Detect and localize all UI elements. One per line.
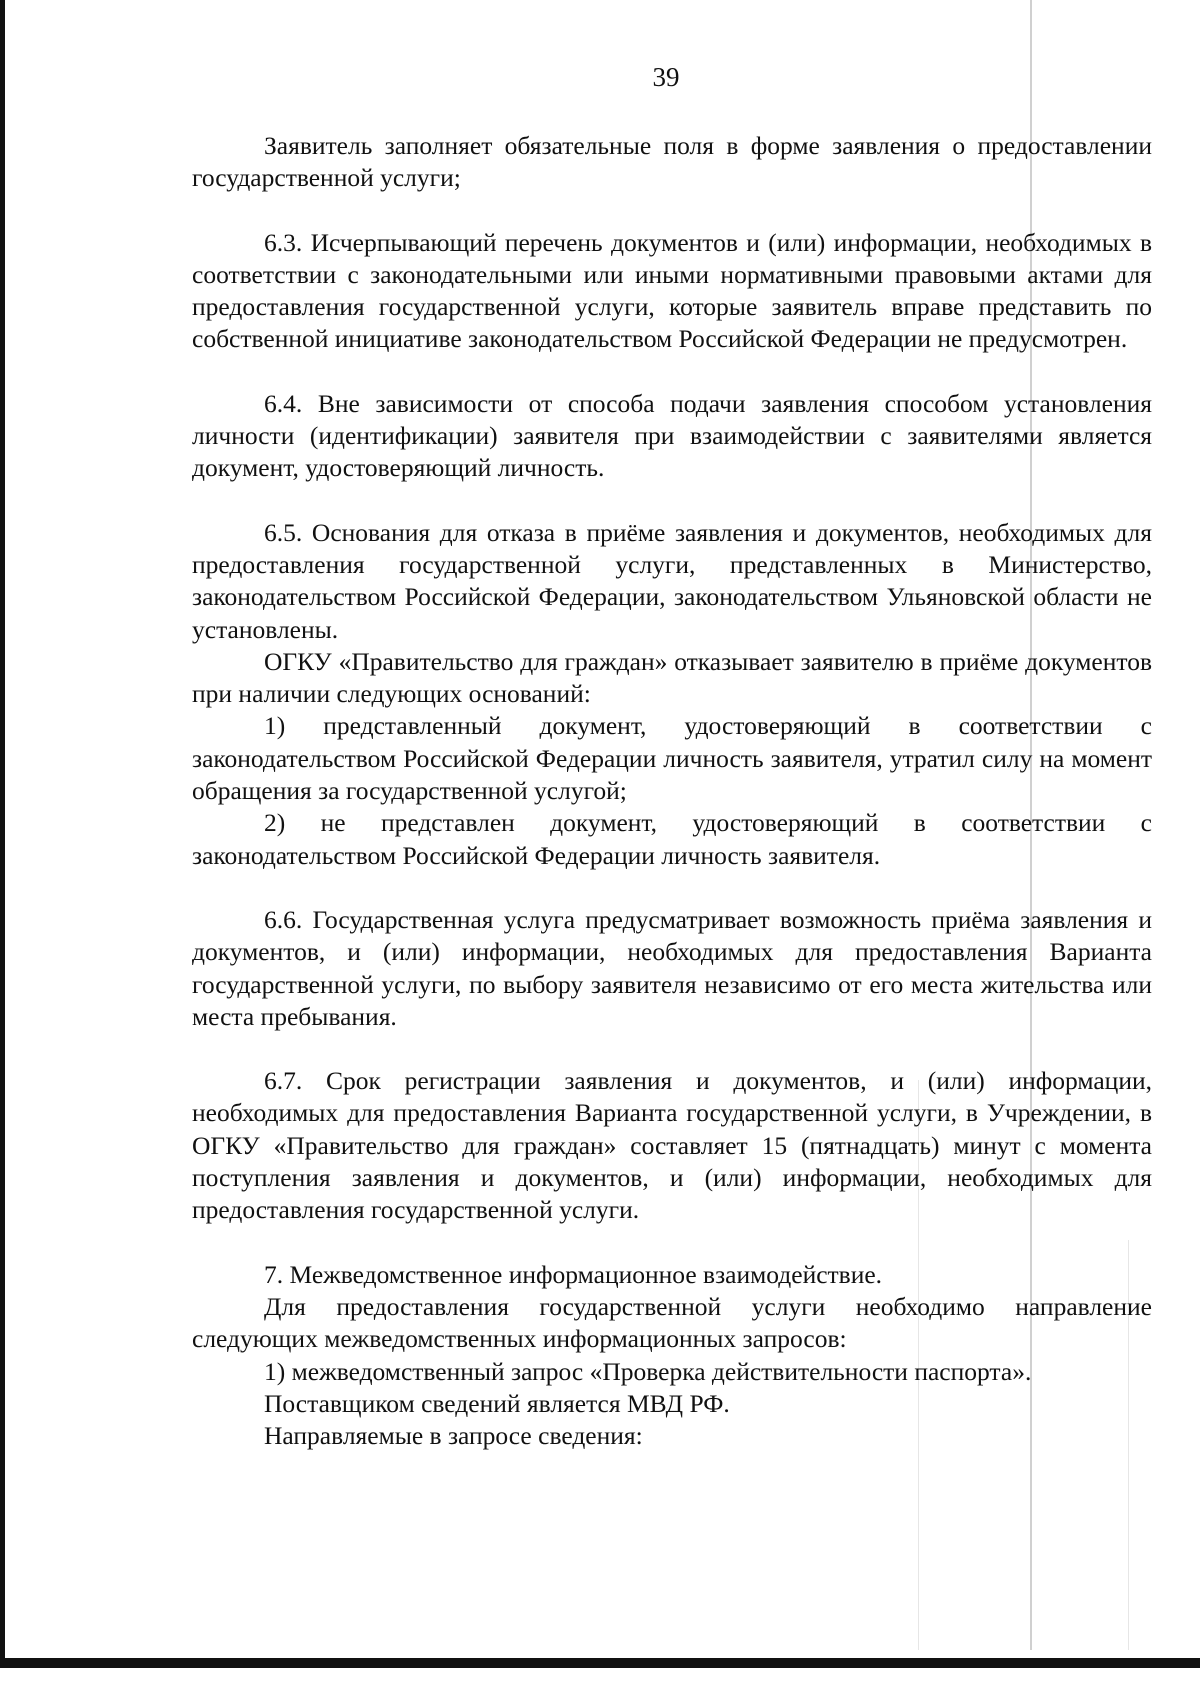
list-item: 2) не представлен документ, удостоверяющий в соответствии с законодательством Российской Федерации личность заявителя. <box>192 808 1152 870</box>
paragraph-gap <box>192 195 1152 227</box>
paragraph: 6.6. Государственная услуга предусматривает возможность приёма заявления и документов, и (или) информации, необходимых для предоставления Варианта государственной услуги, по выбору заявителя независимо от его места жительства или места пребывания. <box>192 904 1152 1031</box>
paragraph: Направляемые в запросе сведения: <box>264 1421 643 1451</box>
paragraph: 6.7. Срок регистрации заявления и документов, и (или) информации, необходимых для предоставления Варианта государственной услуги, в Учреждении, в ОГКУ «Правительство для граждан» составляет 15 (пятнадцать) минут с момента поступления заявления и документов, и (или) информации, необходимых для предоставления государственной услуги. <box>192 1066 1152 1225</box>
paragraph: Для предоставления государственной услуги необходимо направление следующих межведомственных информационных запросов: <box>192 1291 1152 1354</box>
paragraph-gap <box>192 356 1152 388</box>
paragraph: 6.3. Исчерпывающий перечень документов и (или) информации, необходимых в соответствии с законодательными или иными нормативными правовыми актами для предоставления государственной услуги, которые заявитель вправе представить по собственной инициативе законодательством Российской Федерации не предусмотрен. <box>192 227 1152 354</box>
paragraph: 6.4. Вне зависимости от способа подачи заявления способом установления личности (идентификации) заявителя при взаимодействии с заявителями является документ, удостоверяющий личность. <box>192 388 1152 483</box>
paragraph: 6.5. Основания для отказа в приёме заявления и документов, необходимых для предоставления государственной услуги, представленных в Министерство, законодательством Российской Федерации, законодательством Ульяновской области не установлены. <box>192 517 1152 644</box>
paragraph-gap <box>192 1033 1152 1065</box>
paragraph: Поставщиком сведений является МВД РФ. <box>264 1388 730 1418</box>
scan-bottom-border <box>0 1658 1200 1668</box>
list-item: 1) межведомственный запрос «Проверка действительности паспорта». <box>264 1356 1032 1386</box>
scan-left-edge <box>0 0 5 1668</box>
paragraph: ОГКУ «Правительство для граждан» отказывает заявителю в приёме документов при наличии следующих оснований: <box>192 646 1152 709</box>
paragraph: Заявитель заполняет обязательные поля в форме заявления о предоставлении государственной услуги; <box>192 131 1152 193</box>
document-body <box>192 130 1152 1452</box>
paragraph-gap <box>192 485 1152 517</box>
page-number: 39 <box>652 62 680 92</box>
list-item: 1) представленный документ, удостоверяющий в соответствии с законодательством Российской Федерации личность заявителя, утратил силу на момент обращения за государственной услугой; <box>192 711 1152 806</box>
section-heading: 7. Межведомственное информационное взаимодействие. <box>264 1259 883 1289</box>
paragraph-gap <box>192 872 1152 904</box>
paragraph-gap <box>192 1227 1152 1259</box>
